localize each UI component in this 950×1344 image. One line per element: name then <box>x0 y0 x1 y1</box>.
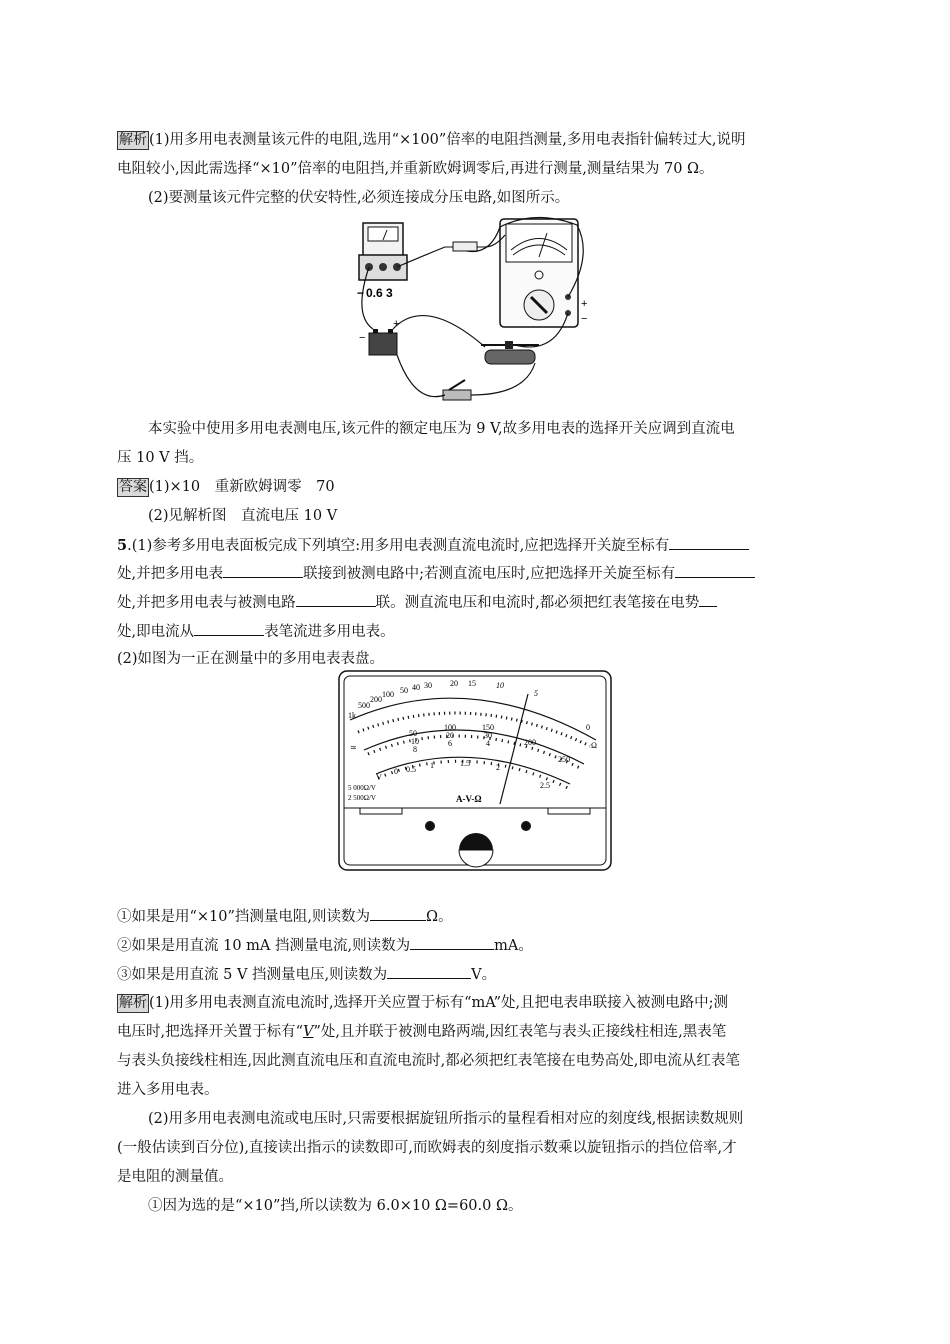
subq-3: ③如果是用直流 5 V 挡测量电压,则读数为 V。 <box>117 963 496 986</box>
meter-knob-left <box>425 821 435 831</box>
battery-minus: − <box>359 332 366 344</box>
svg-text:Ω: Ω <box>591 741 597 750</box>
svg-text:15: 15 <box>468 679 476 688</box>
svg-text:30: 30 <box>484 731 492 740</box>
answer-line-2: (2)见解析图 直流电压 10 V <box>148 508 338 524</box>
blank-5[interactable] <box>699 591 717 607</box>
ammeter-terminal-labels: 0.6 3 <box>366 286 393 300</box>
battery <box>369 333 397 355</box>
meter-knob-right <box>521 821 531 831</box>
svg-text:0: 0 <box>586 723 590 732</box>
blank-6[interactable] <box>194 620 264 636</box>
analysis-line-2: 电阻较小,因此需选择“×10”倍率的电阻挡,并重新欧姆调零后,再进行测量,测量结果为 70 Ω。 <box>117 161 714 177</box>
analysis-line-5: 压 10 V 挡。 <box>117 450 204 466</box>
analysis-tag-2: 解析 <box>119 995 147 1011</box>
switch <box>443 390 471 400</box>
svg-text:≃: ≃ <box>350 743 357 752</box>
analysis-line-1: 解析 (1)用多用电表测量该元件的电阻,选用“×100”倍率的电阻挡测量,多用电表指针偏转过大,说明 <box>119 132 746 148</box>
svg-text:1.5: 1.5 <box>460 759 470 768</box>
svg-text:1: 1 <box>430 761 434 770</box>
blank-9[interactable] <box>387 963 471 979</box>
subq-2: ②如果是用直流 10 mA 挡测量电流,则读数为 mA。 <box>117 934 533 957</box>
subq-1: ①如果是用“×10”挡测量电阻,则读数为 Ω。 <box>117 905 453 928</box>
svg-text:A-V-Ω: A-V-Ω <box>456 794 482 804</box>
svg-text:150: 150 <box>482 723 494 732</box>
analysis2-line-8: ①因为选的是“×10”挡,所以读数为 6.0×10 Ω=60.0 Ω。 <box>148 1198 523 1214</box>
analysis2-line-1: 解析 (1)用多用电表测直流电流时,选择开关应置于标有“mA”处,且把电表串联接入被测电路中;测 <box>119 995 729 1011</box>
svg-text:6: 6 <box>448 739 452 748</box>
svg-text:20: 20 <box>450 679 458 688</box>
blank-2[interactable] <box>223 562 303 578</box>
svg-text:250: 250 <box>558 755 570 764</box>
svg-text:30: 30 <box>424 681 432 690</box>
svg-text:8: 8 <box>413 745 417 754</box>
q5-line-3: 处,并把多用电表与被测电路 联。测直流电压和电流时,都必须把红表笔接在电势 <box>117 591 717 614</box>
analysis2-line-3: 与表头负接线柱相连,因此测直流电压和直流电流时,都必须把红表笔接在电势高处,即电流从红表笔 <box>117 1053 740 1069</box>
svg-text:40: 40 <box>412 683 420 692</box>
answer-line-1: 答案 (1)×10 重新欧姆调零 70 <box>119 479 335 495</box>
svg-text:0: 0 <box>394 767 398 776</box>
multimeter-minus: − <box>581 313 588 325</box>
svg-text:5: 5 <box>534 689 538 698</box>
question-number: 5 <box>117 537 128 554</box>
analysis2-line-5: (2)用多用电表测电流或电压时,只需要根据旋钮所指示的量程看相对应的刻度线,根据读数规则 <box>148 1111 744 1127</box>
meter-dial-figure <box>338 670 612 872</box>
analysis2-line-4: 进入多用电表。 <box>117 1082 219 1098</box>
answer-tag: 答案 <box>119 479 147 495</box>
svg-text:2 500Ω/V: 2 500Ω/V <box>348 794 376 802</box>
svg-text:5 000Ω/V: 5 000Ω/V <box>348 784 376 792</box>
svg-text:10: 10 <box>496 681 504 690</box>
svg-text:1k: 1k <box>348 711 356 720</box>
analysis2-line-7: 是电阻的测量值。 <box>117 1169 233 1185</box>
analysis2-line-2: 电压时,把选择开关置于标有“V”处,且并联于被测电路两端,因红表笔与表头正接线柱相连,黑表笔 <box>117 1024 727 1040</box>
analysis-tag: 解析 <box>119 132 147 148</box>
blank-4[interactable] <box>296 591 376 607</box>
analysis2-line-6: (一般估读到百分位),直接读出指示的读数即可,而欧姆表的刻度指示数乘以旋钮指示的挡位倍率,才 <box>117 1140 737 1156</box>
svg-text:100: 100 <box>444 723 456 732</box>
q5-line-2: 处,并把多用电表 联接到被测电路中;若测直流电压时,应把选择开关旋至标有 <box>117 562 755 585</box>
element-component <box>453 242 477 251</box>
svg-text:4: 4 <box>486 739 490 748</box>
dc-voltage-symbol: V <box>303 1024 314 1040</box>
q5-line-5: (2)如图为一正在测量中的多用电表表盘。 <box>117 651 385 667</box>
analysis-line-3: (2)要测量该元件完整的伏安特性,必须连接成分压电路,如图所示。 <box>148 190 570 206</box>
battery-plus: + <box>393 318 400 330</box>
svg-text:100: 100 <box>382 690 394 699</box>
blank-3[interactable] <box>675 562 755 578</box>
blank-1[interactable] <box>669 534 749 550</box>
svg-text:2.5: 2.5 <box>540 781 550 790</box>
svg-text:10: 10 <box>411 737 419 746</box>
ammeter-terminal-2 <box>379 263 387 271</box>
svg-text:V: V <box>376 773 382 782</box>
q5-line-1: 5.(1)参考多用电表面板完成下列填空:用多用电表测直流电流时,应把选择开关旋至标有 <box>117 534 749 557</box>
q5-line-4: 处,即电流从 表笔流进多用电表。 <box>117 620 395 643</box>
analysis-line-4: 本实验中使用多用电表测电压,该元件的额定电压为 9 V,故多用电表的选择开关应调到直流电 <box>148 421 735 437</box>
svg-text:0.5: 0.5 <box>406 765 416 774</box>
blank-7[interactable] <box>370 905 426 921</box>
svg-text:50: 50 <box>409 729 417 738</box>
ammeter-minus: − <box>357 286 365 300</box>
blank-8[interactable] <box>410 934 494 950</box>
svg-text:200: 200 <box>524 738 536 747</box>
svg-text:20: 20 <box>446 731 454 740</box>
svg-text:2: 2 <box>496 763 500 772</box>
rheostat <box>485 350 535 364</box>
svg-text:50: 50 <box>400 686 408 695</box>
svg-text:500: 500 <box>358 701 370 710</box>
multimeter-plus: + <box>581 298 588 310</box>
svg-text:200: 200 <box>370 695 382 704</box>
circuit-figure <box>355 215 595 410</box>
